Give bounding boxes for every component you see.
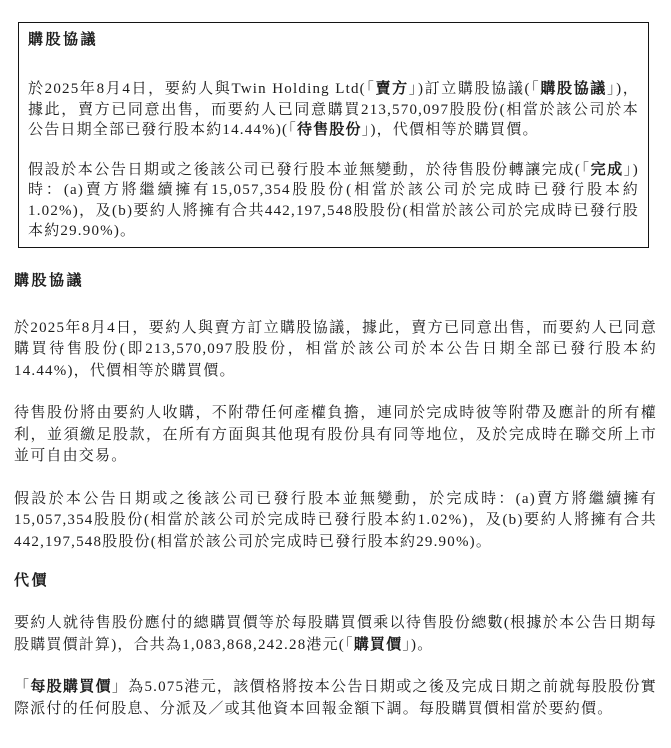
summary-box — [18, 22, 649, 248]
paragraph: 要約人就待售股份應付的總購買價等於每股購買價乘以待售股份總數(根據於本公告日期每股購買價計算)，合共為1,083,868,242.28港元(「購買價」)。 — [14, 615, 657, 653]
section-heading-consideration: 代價 — [14, 573, 50, 589]
paragraph: 於2025年8月4日，要約人與賣方訂立購股協議，據此，賣方已同意出售，而要約人已同意購買待售股份(即213,570,097股股份，相當於該公司於本公告日期全部已發行股本約14.44%)，代價相等於購買價。 — [14, 319, 657, 379]
box-heading-share-purchase-agreement: 購股協議 — [28, 32, 99, 48]
paragraph: 待售股份將由要約人收購，不附帶任何產權負擔，連同於完成時彼等附帶及應計的所有權利，並須繳足股款，在所有方面與其他現有股份具有同等地位，及於完成時在聯交所上市並可自由交易。 — [14, 405, 657, 464]
paragraph: 假設於本公告日期或之後該公司已發行股本並無變動，於完成時：(a)賣方將繼續擁有15,057,354股股份(相當於該公司於完成時已發行股本約1.02%)，及(b)要約人將擁有合共442,197,548股股份(相當於該公司於完成時已發行股本約29.90%)。 — [14, 490, 657, 550]
box-paragraph: 於2025年8月4日，要約人與Twin Holding Ltd(「賣方」)訂立購股協議(「購股協議」)，據此，賣方已同意出售，而要約人已同意購買213,570,097股股份(相當於該公司於本公告日期全部已發行股本約14.44%)(「待售股份」)，代價相等於購買價。 — [28, 81, 639, 138]
paragraph: 「每股購買價」為5.075港元，該價格將按本公告日期或之後及完成日期之前就每股股份實際派付的任何股息、分派及／或其他資本回報金額下調。每股購買價相當於要約價。 — [14, 679, 657, 717]
box-paragraph: 假設於本公告日期或之後該公司已發行股本並無變動，於待售股份轉讓完成(「完成」)時：(a)賣方將繼續擁有15,057,354股股份(相當於該公司於完成時已發行股本約1.02%)，及(b)要約人將擁有合共442,197,548股股份(相當於該公司於完成時已發行股本約29.90%)。 — [28, 161, 640, 239]
section-heading-share-purchase-agreement: 購股協議 — [14, 272, 85, 289]
